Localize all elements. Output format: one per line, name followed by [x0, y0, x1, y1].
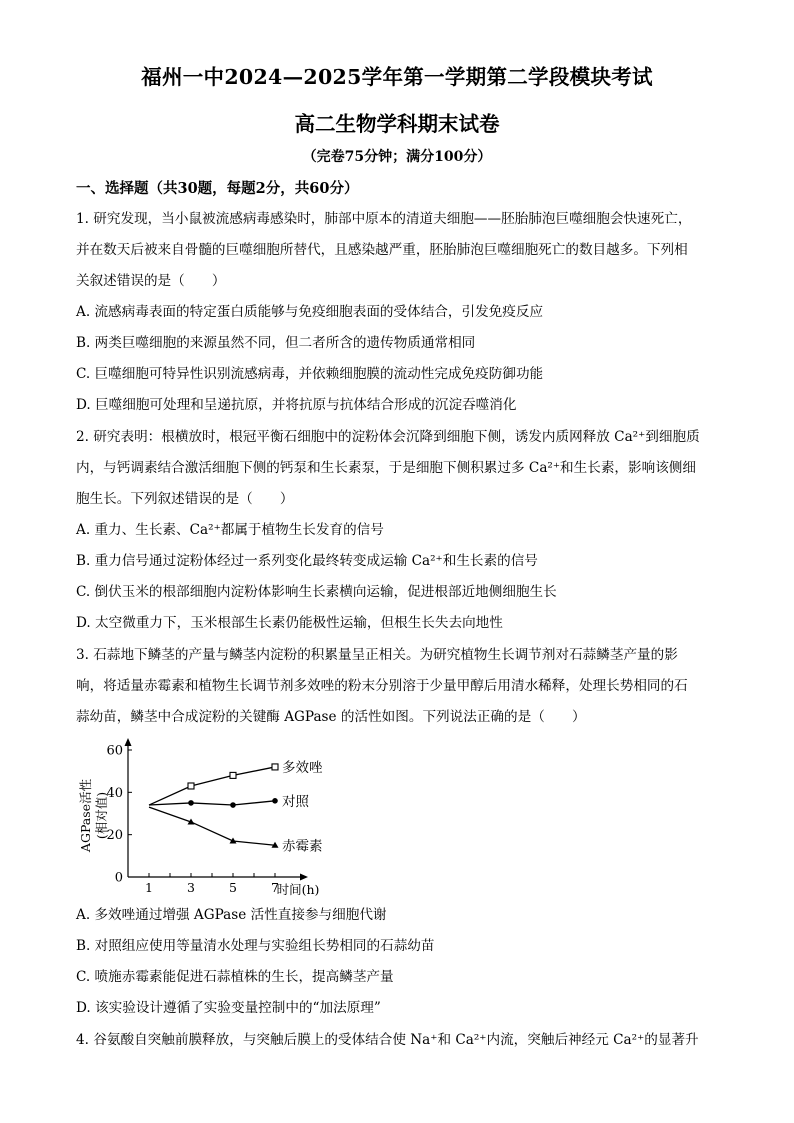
series-2-point-4	[272, 798, 278, 804]
q3-stem-line1: 3. 石蒜地下鳞茎的产量与鳞茎内淀粉的积累量呈正相关。为研究植物生长调节剂对石蒜鳞茎产量的影	[76, 647, 678, 663]
q1-stem-line3: 关叙述错误的是（ ）	[76, 273, 226, 289]
y-axis-label	[78, 778, 109, 853]
q2-option-d: D. 太空微重力下，玉米根部生长素仍能极性运输，但根生长失去向地性	[76, 615, 503, 631]
chart-axes	[125, 738, 309, 881]
series-2-point-3	[230, 802, 236, 808]
y-axis-arrow	[125, 738, 132, 746]
exam-title: 福州一中2024—2025学年第一学期第二学段模块考试	[141, 65, 653, 89]
series-label-1: 多效唑	[282, 759, 323, 776]
series-line-2	[149, 801, 275, 805]
y-tick-label-0: 0	[114, 870, 123, 886]
q2-stem-line1: 2. 研究表明：根横放时，根冠平衡石细胞中的淀粉体会沉降到细胞下侧，诱发内质网释放 Ca²⁺到细胞质	[76, 429, 700, 445]
y-tick-label-40: 40	[106, 785, 123, 801]
series-line-3	[149, 807, 275, 845]
q1-option-c: C. 巨噬细胞可特异性识别流感病毒，并依赖细胞膜的流动性完成免疫防御功能	[76, 366, 544, 382]
y-tick-label-20: 20	[106, 828, 123, 844]
x-axis-arrow	[300, 874, 308, 881]
y-axis-label-line1: AGPase活性	[78, 778, 93, 853]
chart-series	[149, 764, 279, 848]
q3-stem-line2: 响，将适量赤霉素和植物生长调节剂多效唑的粉末分别溶于少量甲醇后用清水稀释，处理长势相同的石	[76, 678, 688, 694]
agpase-chart-svg	[76, 736, 366, 902]
exam-note: （完卷75分钟；满分100分）	[302, 149, 492, 165]
series-label-3: 赤霉素	[282, 838, 323, 855]
series-1-point-2	[188, 783, 194, 789]
q1-option-a: A. 流感病毒表面的特定蛋白质能够与免疫细胞表面的受体结合，引发免疫反应	[76, 304, 544, 320]
series-1-point-4	[272, 764, 278, 770]
series-line-1	[149, 767, 275, 805]
q3-option-b: B. 对照组应使用等量清水处理与实验组长势相同的石蒜幼苗	[76, 938, 435, 954]
section-heading: 一、选择题（共30题，每题2分，共60分）	[76, 180, 359, 197]
x-tick-label-7: 7	[271, 880, 279, 895]
x-axis-label: 时间(h)	[276, 882, 320, 897]
q3-option-c: C. 喷施赤霉素能促进石蒜植株的生长，提高鳞茎产量	[76, 969, 394, 985]
series-1-point-3	[230, 772, 236, 778]
q3-option-a: A. 多效唑通过增强 AGPase 活性直接参与细胞代谢	[76, 907, 387, 923]
agpase-chart	[76, 736, 366, 902]
q1-stem-line2: 并在数天后被来自骨髓的巨噬细胞所替代，且感染越严重，胚胎肺泡巨噬细胞死亡的数目越多。下列相	[76, 242, 688, 258]
chart-ticks	[106, 744, 279, 896]
exam-subtitle: 高二生物学科期末试卷	[294, 112, 500, 136]
q3-stem-line3: 蒜幼苗，鳞茎中合成淀粉的关键酶 AGPase 的活性如图。下列说法正确的是（ ）	[76, 709, 586, 725]
q1-option-b: B. 两类巨噬细胞的来源虽然不同，但二者所含的遗传物质通常相同	[76, 335, 476, 351]
series-2-point-2	[188, 800, 194, 806]
q2-stem-line2: 内，与钙调素结合激活细胞下侧的钙泵和生长素泵，于是细胞下侧积累过多 Ca²⁺和生长素，影响该侧细	[76, 460, 696, 476]
x-tick-label-1: 1	[145, 880, 153, 895]
y-axis-label-line2: (相对值)	[94, 791, 109, 840]
x-tick-label-5: 5	[229, 880, 237, 895]
q4-stem-line1: 4. 谷氨酸自突触前膜释放，与突触后膜上的受体结合使 Na⁺和 Ca²⁺内流，突触后神经元 Ca²⁺的显著升	[76, 1032, 699, 1048]
q3-option-d: D. 该实验设计遵循了实验变量控制中的“加法原理”	[76, 1000, 381, 1016]
x-tick-label-3: 3	[187, 880, 195, 895]
q2-option-c: C. 倒伏玉米的根部细胞内淀粉体影响生长素横向运输，促进根部近地侧细胞生长	[76, 584, 557, 600]
q2-stem-line3: 胞生长。下列叙述错误的是（ ）	[76, 491, 294, 507]
q2-option-a: A. 重力、生长素、Ca²⁺都属于植物生长发育的信号	[76, 522, 384, 538]
series-label-2: 对照	[282, 793, 309, 810]
q1-stem-line1: 1. 研究发现，当小鼠被流感病毒感染时，肺部中原本的清道夫细胞——胚胎肺泡巨噬细胞会快速死亡，	[76, 211, 692, 227]
q2-option-b: B. 重力信号通过淀粉体经过一系列变化最终转变成运输 Ca²⁺和生长素的信号	[76, 553, 538, 569]
y-tick-label-60: 60	[106, 743, 123, 759]
q1-option-d: D. 巨噬细胞可处理和呈递抗原，并将抗原与抗体结合形成的沉淀吞噬消化	[76, 397, 517, 413]
